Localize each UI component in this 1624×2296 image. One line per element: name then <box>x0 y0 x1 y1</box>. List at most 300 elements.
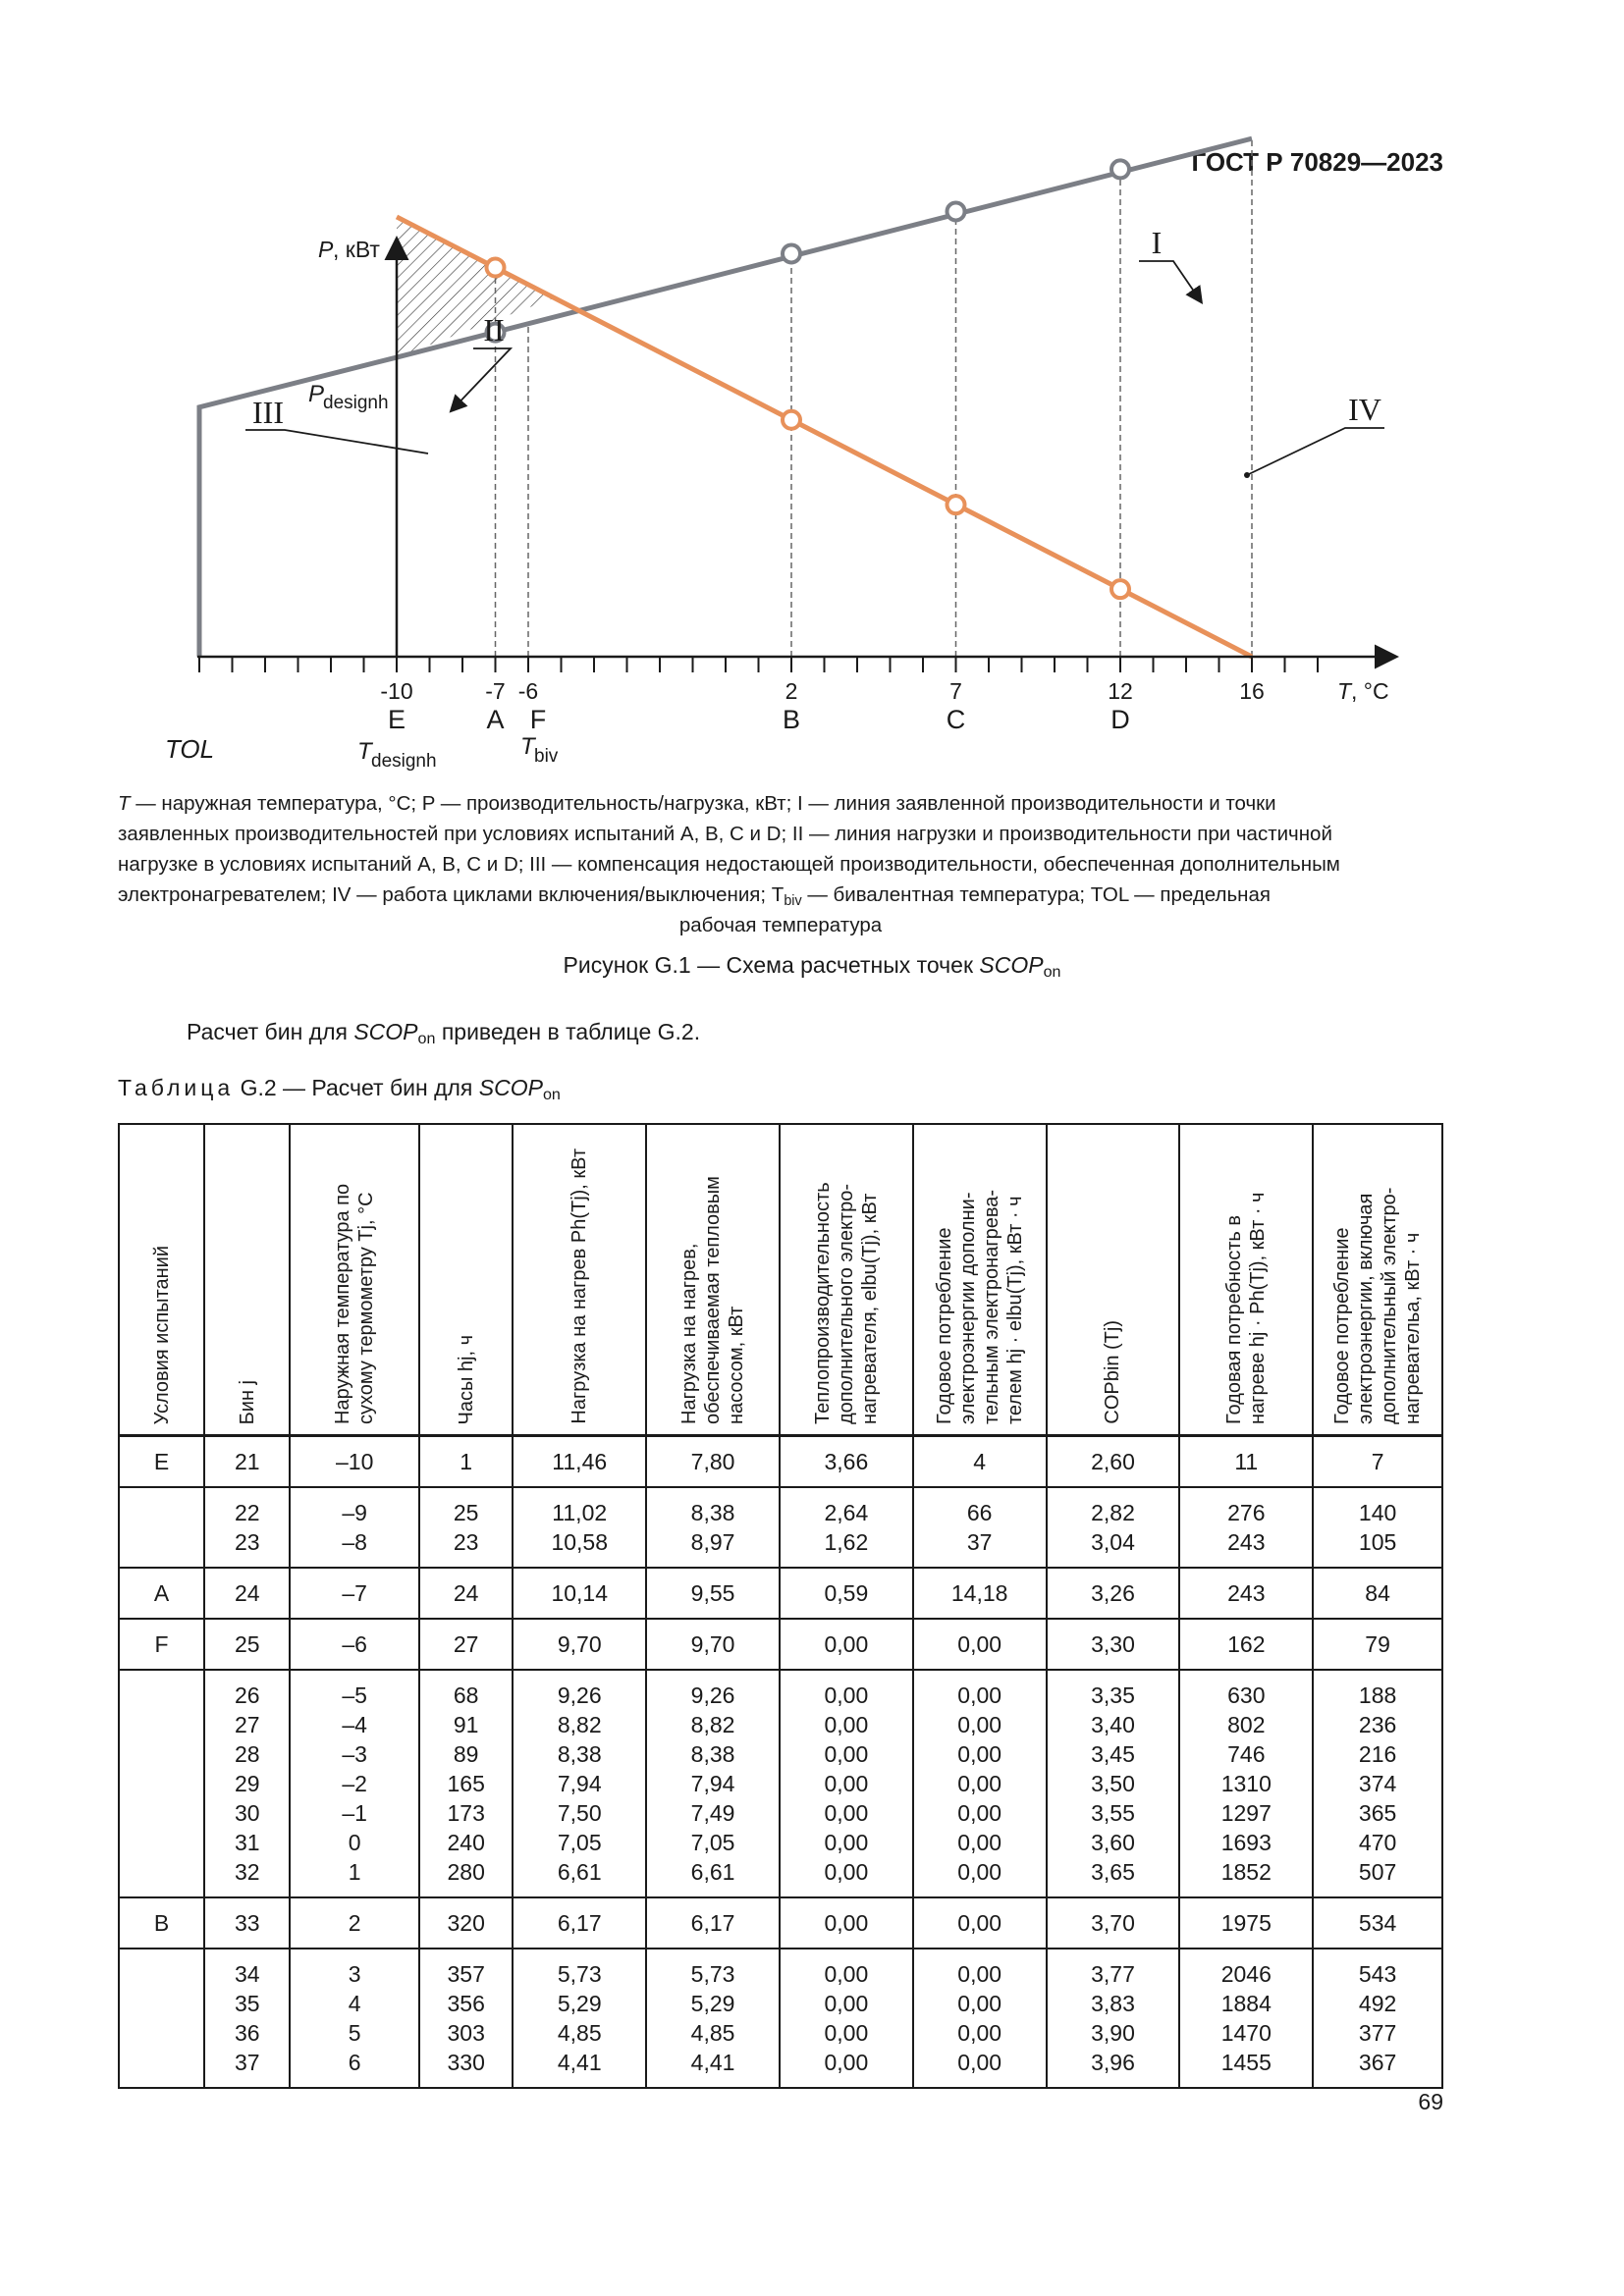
cell-value: 89 <box>453 1741 479 1767</box>
table-cell <box>513 1897 646 1949</box>
cell-value: 188 <box>1358 1682 1397 1708</box>
cell-value: 9,26 <box>690 1682 735 1708</box>
cell-value: 1470 <box>1220 2020 1272 2046</box>
cell-value: 0,00 <box>957 1830 1002 1855</box>
cell-value: 0,00 <box>824 1830 869 1855</box>
cell-value: 356 <box>447 1991 485 2016</box>
cell-value: 0,00 <box>824 1910 869 1936</box>
cell-value: 3,26 <box>1091 1580 1135 1606</box>
cell-value: 32 <box>234 1859 260 1885</box>
header-cell-text: Часы hj, ч <box>455 1334 477 1424</box>
cell-value: 8,82 <box>690 1712 735 1737</box>
leader-IV-dot <box>1244 472 1250 478</box>
series-II-point-3 <box>947 496 965 513</box>
cell-value: 4 <box>973 1449 987 1474</box>
x-axis-label-T: T <box>1337 678 1352 704</box>
cell-value: 162 <box>1227 1631 1266 1657</box>
cell-value: 1,62 <box>824 1529 869 1555</box>
cell-value: 507 <box>1358 1859 1397 1885</box>
legend-line-5: рабочая температура <box>678 914 883 936</box>
condition-cell <box>119 1949 204 2088</box>
series-II-point-4 <box>1111 580 1129 598</box>
table-cell <box>419 1949 513 2088</box>
page-number: 69 <box>1418 2089 1443 2114</box>
roman-label-I: I <box>1151 225 1163 260</box>
tbiv-label: T <box>520 733 535 760</box>
header-cell-wrap <box>1180 1130 1312 1434</box>
table-row-group <box>119 1619 1442 1670</box>
chart-figure <box>0 0 1624 785</box>
cell-value: 0,00 <box>824 1712 869 1737</box>
cell-value: 0,00 <box>824 1800 869 1826</box>
cell-value: 303 <box>447 2020 485 2046</box>
table-cell <box>646 1619 780 1670</box>
table-header-cell <box>913 1124 1047 1436</box>
cell-value: 1852 <box>1220 1859 1272 1885</box>
header-cell-wrap <box>1048 1130 1179 1434</box>
cell-value: 320 <box>447 1910 485 1936</box>
cell-value: 0,00 <box>824 1991 869 2016</box>
cell-value: 5,73 <box>690 1961 735 1987</box>
table-cell <box>913 1619 1047 1670</box>
scop-bin-table <box>118 1123 1443 2089</box>
cell-value: 4,41 <box>557 2050 602 2075</box>
table-cell <box>780 1670 913 1897</box>
table-cell <box>780 1487 913 1568</box>
cell-value: 6 <box>348 2050 361 2075</box>
table-cell <box>419 1568 513 1619</box>
table-header-cell <box>780 1124 913 1436</box>
cell-value: 0,00 <box>824 2020 869 2046</box>
x-tick-label-5: 12 <box>1108 678 1133 704</box>
table-header-cell <box>1313 1124 1442 1436</box>
cell-value: 1455 <box>1220 2050 1272 2075</box>
cell-value: 7,50 <box>557 1800 602 1826</box>
cell-value: 4,41 <box>690 2050 735 2075</box>
table-cell <box>204 1487 290 1568</box>
body-paragraph <box>187 1019 700 1045</box>
table-row-group <box>119 1436 1442 1488</box>
table-cell <box>913 1568 1047 1619</box>
table-cell <box>1313 1897 1442 1949</box>
cell-value: 8,38 <box>690 1741 735 1767</box>
cell-value: 33 <box>234 1910 260 1936</box>
cell-value: 140 <box>1358 1500 1397 1525</box>
cell-value: 37 <box>966 1529 993 1555</box>
cell-value: 36 <box>234 2020 260 2046</box>
table-title-text: G.2 — Расчет бин для <box>234 1075 479 1100</box>
pdesign-sub-label: designh <box>323 393 389 413</box>
cell-value: 2 <box>348 1910 361 1936</box>
tdesign-sub-label: designh <box>371 751 437 772</box>
legend-line-4: электронагревателем; IV — работа циклами включения/выключения; T <box>118 883 785 906</box>
table-cell <box>646 1949 780 2088</box>
cell-value: 9,55 <box>690 1580 735 1606</box>
table-cell <box>1179 1568 1313 1619</box>
table-cell <box>419 1670 513 1897</box>
table-cell <box>1047 1670 1180 1897</box>
cell-value: 8,97 <box>690 1529 735 1555</box>
cell-value: 25 <box>453 1500 479 1525</box>
header-cell-wrap <box>1314 1130 1441 1434</box>
cell-value: 0,00 <box>824 1741 869 1767</box>
cell-value: 10,14 <box>551 1580 609 1606</box>
table-cell <box>204 1897 290 1949</box>
table-cell <box>513 1619 646 1670</box>
table-cell <box>913 1949 1047 2088</box>
series-II-point-2 <box>783 411 800 429</box>
cell-value: 21 <box>234 1449 260 1474</box>
table-header-cell <box>513 1124 646 1436</box>
cell-value: –8 <box>342 1529 367 1555</box>
cell-value: 11,02 <box>552 1500 608 1525</box>
cell-value: 11,46 <box>552 1449 608 1474</box>
roman-label-IV: IV <box>1348 392 1381 427</box>
cell-value: 4,85 <box>557 2020 602 2046</box>
cell-value: 3,70 <box>1091 1910 1135 1936</box>
cell-value: 0 <box>348 1830 361 1855</box>
cell-value: 7,49 <box>690 1800 735 1826</box>
figure-caption-italic: SCOP <box>979 952 1044 978</box>
cell-value: 26 <box>234 1682 260 1708</box>
table-title-sub: on <box>542 1086 561 1103</box>
cell-value: 3,40 <box>1091 1712 1135 1737</box>
table-cell <box>1313 1670 1442 1897</box>
header-cell-wrap <box>291 1130 418 1434</box>
figure-caption-sub: on <box>1043 963 1061 981</box>
tol-label: TOL <box>165 734 215 764</box>
table-cell <box>419 1897 513 1949</box>
cell-value: 470 <box>1358 1830 1397 1855</box>
cell-value: 3,66 <box>824 1449 869 1474</box>
leader-IV <box>1249 428 1384 474</box>
header-cell-text: Годовая потребность в нагреве hj · Ph(Tj), кВт · ч <box>1223 1192 1270 1424</box>
header-cell-text: Годовое потребление электроэнергии, включая дополнительный электро-нагревательa, кВт · ч <box>1331 1187 1425 1424</box>
cell-value: 216 <box>1358 1741 1397 1767</box>
cell-value: 7,05 <box>557 1830 602 1855</box>
table-cell <box>290 1619 419 1670</box>
cell-value: 3,60 <box>1091 1830 1135 1855</box>
table-cell <box>780 1436 913 1488</box>
cell-value: 0,00 <box>957 1859 1002 1885</box>
header-cell-text: Условия испытаний <box>150 1245 173 1424</box>
table-header-row <box>119 1124 1442 1436</box>
cell-value: 3,50 <box>1091 1771 1135 1796</box>
table-cell <box>290 1897 419 1949</box>
cell-value: 25 <box>234 1631 260 1657</box>
cell-value: 24 <box>453 1580 479 1606</box>
roman-label-III: III <box>252 395 284 430</box>
cell-value: 11 <box>1234 1449 1259 1474</box>
condition-cell <box>119 1487 204 1568</box>
cell-value: 1975 <box>1220 1910 1272 1936</box>
pdesign-label: P <box>308 381 325 407</box>
cell-value: 3,35 <box>1091 1682 1135 1708</box>
cell-value: 543 <box>1358 1961 1397 1987</box>
legend-line-1: — наружная температура, °С; P — производительность/нагрузка, кВт; I — линия заявленной производительности и точки <box>130 792 1276 815</box>
table-cell <box>1313 1949 1442 2088</box>
table-cell <box>646 1670 780 1897</box>
header-cell-text: Теплопроизводительность дополнительного электро-нагревателя, elbu(Tj), кВт <box>811 1182 881 1424</box>
table-row-group <box>119 1897 1442 1949</box>
cell-value: 240 <box>447 1830 485 1855</box>
table-header-cell <box>1047 1124 1180 1436</box>
condition-letter-B: B <box>782 705 801 734</box>
condition-letter-D: D <box>1110 705 1130 734</box>
cell-value: 6,17 <box>690 1910 735 1936</box>
cell-value: 0,00 <box>824 1859 869 1885</box>
cell-value: 4,85 <box>690 2020 735 2046</box>
legend-T-symbol: T <box>118 792 131 815</box>
condition-cell: A <box>119 1568 204 1619</box>
table-cell <box>1047 1568 1180 1619</box>
cell-value: 3 <box>348 1961 361 1987</box>
document-header: ГОСТ Р 70829—2023 <box>1191 147 1443 177</box>
table-title-prefix: Таблица <box>118 1075 235 1100</box>
legend-line-3: нагрузке в условиях испытаний A, B, C и D; III — компенсация недостающей производительности, обеспеченная дополнительным <box>118 853 1340 876</box>
cell-value: 0,00 <box>957 1741 1002 1767</box>
legend-biv-sub: biv <box>784 893 802 909</box>
cell-value: 7 <box>1371 1449 1384 1474</box>
header-cell-text: Нагрузка на нагрев, обеспечиваемая тепловым насосом, кВт <box>678 1176 748 1424</box>
cell-value: 9,70 <box>557 1631 602 1657</box>
cell-value: 4 <box>348 1991 361 2016</box>
cell-value: 30 <box>234 1800 260 1826</box>
table-cell <box>204 1568 290 1619</box>
cell-value: 37 <box>234 2050 260 2075</box>
table-cell <box>646 1568 780 1619</box>
cell-value: 236 <box>1358 1712 1397 1737</box>
cell-value: 35 <box>234 1991 260 2016</box>
cell-value: 29 <box>234 1771 260 1796</box>
table-cell <box>913 1436 1047 1488</box>
cell-value: –9 <box>342 1500 367 1525</box>
table-row-group <box>119 1949 1442 2088</box>
cell-value: 7,80 <box>690 1449 735 1474</box>
cell-value: 2,60 <box>1091 1449 1135 1474</box>
cell-value: 22 <box>234 1500 260 1525</box>
cell-value: 746 <box>1227 1741 1266 1767</box>
cell-value: 1 <box>460 1449 473 1474</box>
table-cell <box>290 1436 419 1488</box>
cell-value: 5,29 <box>557 1991 602 2016</box>
x-tick-label-3: 2 <box>785 678 798 704</box>
table-cell <box>204 1619 290 1670</box>
cell-value: 173 <box>447 1800 485 1826</box>
table-cell <box>646 1436 780 1488</box>
table-title <box>118 1075 561 1101</box>
cell-value: 10,58 <box>551 1529 609 1555</box>
cell-value: 68 <box>453 1682 479 1708</box>
cell-value: –1 <box>342 1800 367 1826</box>
cell-value: 14,18 <box>950 1580 1008 1606</box>
cell-value: 0,00 <box>824 2050 869 2075</box>
table-cell <box>780 1568 913 1619</box>
series-II-point-1 <box>487 259 505 277</box>
table-cell <box>1313 1619 1442 1670</box>
cell-value: 8,82 <box>557 1712 602 1737</box>
x-axis-label-unit: , °C <box>1351 678 1389 704</box>
paragraph-text: Расчет бин для <box>187 1019 354 1044</box>
table-row-group <box>119 1487 1442 1568</box>
cell-value: 0,00 <box>957 1800 1002 1826</box>
paragraph-text-end: приведен в таблице G.2. <box>435 1019 701 1044</box>
cell-value: 27 <box>453 1631 479 1657</box>
cell-value: 3,45 <box>1091 1741 1135 1767</box>
table-cell <box>1179 1436 1313 1488</box>
roman-label-II: II <box>483 312 505 347</box>
cell-value: 243 <box>1227 1529 1266 1555</box>
cell-value: 79 <box>1365 1631 1390 1657</box>
cell-value: 2,82 <box>1091 1500 1135 1525</box>
cell-value: 0,00 <box>957 1682 1002 1708</box>
cell-value: 8,38 <box>557 1741 602 1767</box>
cell-value: 31 <box>234 1830 260 1855</box>
cell-value: 34 <box>234 1961 260 1987</box>
table-cell <box>1313 1487 1442 1568</box>
leader-I <box>1139 261 1201 301</box>
table-cell <box>913 1897 1047 1949</box>
cell-value: 0,00 <box>957 1631 1002 1657</box>
cell-value: 802 <box>1227 1712 1266 1737</box>
condition-letter-C: C <box>946 705 966 734</box>
table-cell <box>419 1619 513 1670</box>
cell-value: 105 <box>1358 1529 1397 1555</box>
table-cell <box>290 1568 419 1619</box>
header-cell-wrap <box>914 1130 1046 1434</box>
cell-value: 7,94 <box>557 1771 602 1796</box>
table-cell <box>780 1619 913 1670</box>
figure-caption-text: Рисунок G.1 — Схема расчетных точек <box>563 952 980 978</box>
table-header-cell <box>1179 1124 1313 1436</box>
cell-value: 0,00 <box>957 1771 1002 1796</box>
cell-value: 243 <box>1227 1580 1266 1606</box>
table-header-cell <box>119 1124 204 1436</box>
cell-value: 0,00 <box>824 1631 869 1657</box>
header-cell-text: Бин j <box>236 1379 258 1424</box>
cell-value: 84 <box>1365 1580 1390 1606</box>
cell-value: 27 <box>234 1712 260 1737</box>
tdesign-label: T <box>357 738 372 765</box>
cell-value: 2,64 <box>824 1500 869 1525</box>
cell-value: 7,94 <box>690 1771 735 1796</box>
cell-value: 9,26 <box>557 1682 602 1708</box>
cell-value: 6,61 <box>557 1859 602 1885</box>
leader-III <box>245 430 428 454</box>
condition-letter-F: F <box>529 705 547 734</box>
header-cell-wrap <box>205 1130 289 1434</box>
header-cell-text: Наружная температура по сухому термометру Tj, °С <box>332 1183 378 1424</box>
cell-value: 1 <box>348 1859 361 1885</box>
table-row-group <box>119 1670 1442 1897</box>
table-cell <box>290 1487 419 1568</box>
table-cell <box>513 1487 646 1568</box>
cell-value: 330 <box>447 2050 485 2075</box>
cell-value: 276 <box>1227 1500 1266 1525</box>
table-cell <box>646 1897 780 1949</box>
cell-value: 1297 <box>1220 1800 1272 1826</box>
cell-value: 8,38 <box>690 1500 735 1525</box>
cell-value: 0,00 <box>957 1991 1002 2016</box>
cell-value: 9,70 <box>690 1631 735 1657</box>
x-tick-label-0: -10 <box>380 678 413 704</box>
cell-value: 365 <box>1358 1800 1397 1826</box>
table-cell <box>1047 1949 1180 2088</box>
cell-value: –3 <box>342 1741 367 1767</box>
table-cell <box>1179 1487 1313 1568</box>
cell-value: 5 <box>348 2020 361 2046</box>
series-I-point-3 <box>947 202 965 220</box>
table-cell <box>1313 1436 1442 1488</box>
table-cell <box>513 1949 646 2088</box>
header-cell-wrap <box>647 1130 779 1434</box>
table-cell <box>513 1670 646 1897</box>
condition-cell: F <box>119 1619 204 1670</box>
cell-value: 0,00 <box>824 1682 869 1708</box>
cell-value: –6 <box>342 1631 367 1657</box>
cell-value: 0,00 <box>824 1961 869 1987</box>
y-axis-label-P: P <box>318 237 334 262</box>
table-cell <box>1047 1619 1180 1670</box>
header-cell-wrap <box>420 1130 512 1434</box>
cell-value: 1693 <box>1220 1830 1272 1855</box>
cell-value: 23 <box>453 1529 479 1555</box>
cell-value: 630 <box>1227 1682 1266 1708</box>
leader-II <box>452 348 511 410</box>
table-cell <box>419 1487 513 1568</box>
cell-value: 3,90 <box>1091 2020 1135 2046</box>
cell-value: 3,83 <box>1091 1991 1135 2016</box>
table-cell <box>204 1436 290 1488</box>
paragraph-sub: on <box>417 1030 436 1047</box>
cell-value: 165 <box>447 1771 485 1796</box>
cell-value: –10 <box>336 1449 374 1474</box>
x-tick-label-4: 7 <box>949 678 962 704</box>
header-cell-wrap <box>781 1130 912 1434</box>
cell-value: 3,30 <box>1091 1631 1135 1657</box>
cell-value: 0,00 <box>957 2020 1002 2046</box>
cell-value: 280 <box>447 1859 485 1885</box>
cell-value: 24 <box>234 1580 260 1606</box>
table-cell <box>290 1670 419 1897</box>
header-cell-text: Годовое потребление электроэнергии дополни-тельным электронагрева-телем hj · elbu(Tj), кВт · ч <box>933 1189 1026 1424</box>
cell-value: –7 <box>342 1580 367 1606</box>
table-cell <box>1047 1487 1180 1568</box>
condition-cell: B <box>119 1897 204 1949</box>
tbiv-sub-label: biv <box>534 746 559 767</box>
table-cell <box>204 1670 290 1897</box>
cell-value: 3,04 <box>1091 1529 1135 1555</box>
x-tick-label-2: -6 <box>517 678 539 704</box>
header-cell-text: Нагрузка на нагрев Ph(Tj), кВт <box>568 1148 591 1424</box>
cell-value: 3,55 <box>1091 1800 1135 1826</box>
cell-value: 3,77 <box>1091 1961 1135 1987</box>
table-cell <box>646 1487 780 1568</box>
table-cell <box>290 1949 419 2088</box>
table-cell <box>1179 1670 1313 1897</box>
cell-value: 1884 <box>1220 1991 1272 2016</box>
cell-value: –5 <box>342 1682 367 1708</box>
header-cell-wrap <box>514 1130 645 1434</box>
x-tick-label-1: -7 <box>485 678 506 704</box>
table-row-group <box>119 1568 1442 1619</box>
table-cell <box>513 1568 646 1619</box>
table-header-cell <box>646 1124 780 1436</box>
cell-value: 5,29 <box>690 1991 735 2016</box>
header-cell-text: COPbin (Tj) <box>1102 1320 1124 1424</box>
condition-cell <box>119 1670 204 1897</box>
condition-letter-E: E <box>387 705 406 734</box>
